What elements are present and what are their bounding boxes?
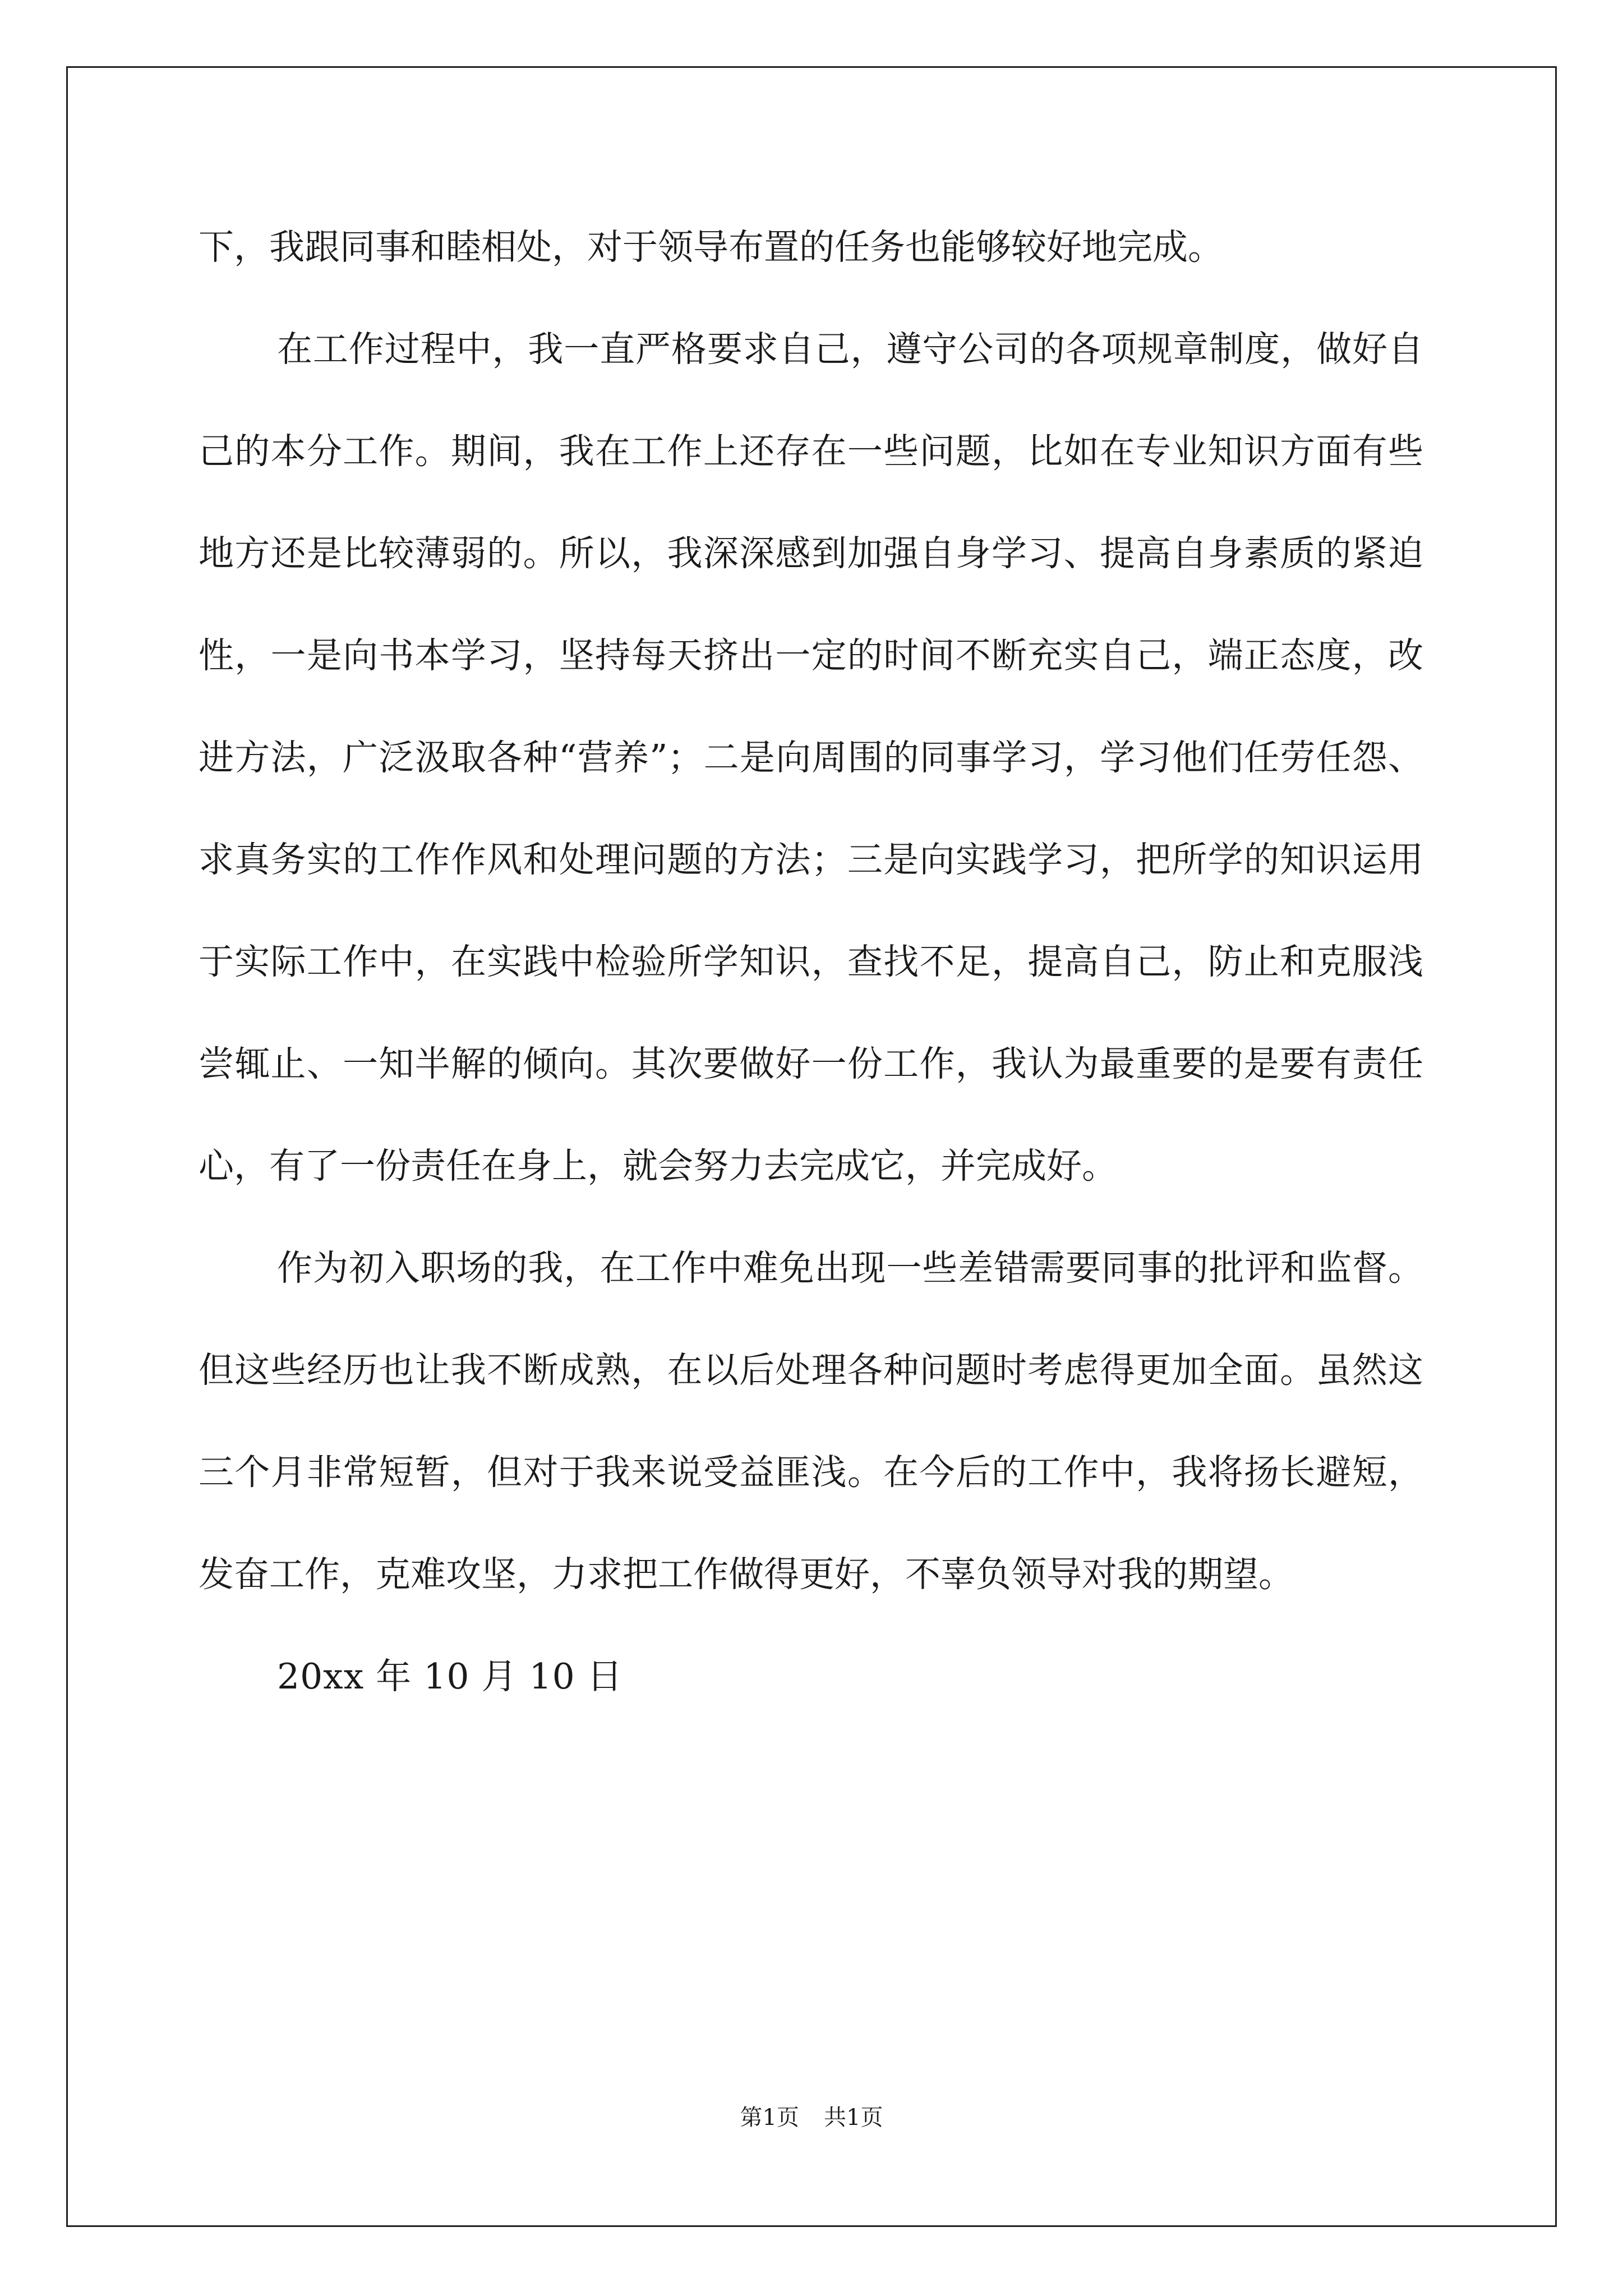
page-footer (0, 2101, 1623, 2134)
page-number-current: 第1页 (740, 2105, 799, 2131)
paragraph-2: 在工作过程中，我一直严格要求自己，遵守公司的各项规章制度，做好自己的本分工作。期间，我在工作上还存在一些问题，比如在专业知识方面有些地方还是比较薄弱的。所以，我深深感到加强自身学习、提高自身素质的紧迫性，一是向书本学习，坚持每天挤出一定的时间不断充实自己，端正态度，改进方法，广泛汲取各种“营养”；二是向周围的同事学习，学习他们任劳任怨、求真务实的工作作风和处理问题的方法；三是向实践学习，把所学的知识运用于实际工作中，在实践中检验所学知识，查找不足，提高自己，防止和克服浅尝辄止、一知半解的倾向。其次要做好一份工作，我认为最重要的是要有责任心，有了一份责任在身上，就会努力去完成它，并完成好。 (199, 329, 1423, 1186)
document-date: 20xx 年 10 月 10 日 (277, 1656, 623, 1697)
page-number-total: 共1页 (824, 2105, 883, 2131)
document-body (199, 196, 1423, 1728)
paragraph-3: 作为初入职场的我，在工作中难免出现一些差错需要同事的批评和监督。但这些经历也让我不断成熟，在以后处理各种问题时考虑得更加全面。虽然这三个月非常短暂，但对于我来说受益匪浅。在今后的工作中，我将扬长避短，发奋工作，克难攻坚，力求把工作做得更好，不辜负领导对我的期望。 (199, 1248, 1423, 1595)
paragraph-1: 下，我跟同事和睦相处，对于领导布置的任务也能够较好地完成。 (199, 227, 1223, 268)
